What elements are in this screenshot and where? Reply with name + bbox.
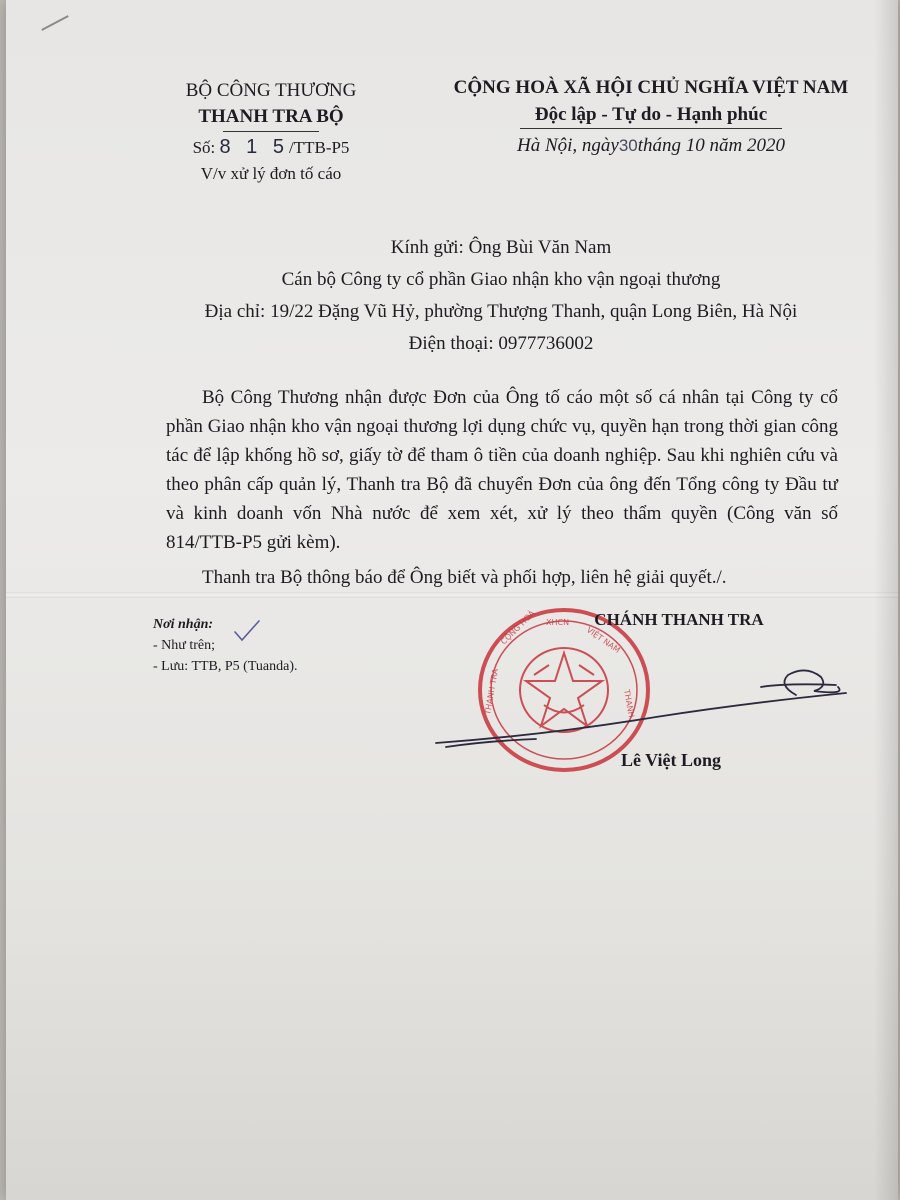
date-day-handwritten: 30 [618,136,638,155]
nation-title: CỘNG HOÀ XÃ HỘI CHỦ NGHĨA VIỆT NAM [453,77,849,98]
date-prefix: Hà Nội, ngày [516,135,619,156]
page-edge-shadow [874,0,898,1200]
paper-fold [6,592,898,598]
svg-text:CỘNG HOÀ: CỘNG HOÀ [499,608,537,647]
pen-mark [41,15,68,31]
doc-number-prefix: Số: [192,138,216,157]
distribution-item-2: - Lưu: TTB, P5 (Tuanda). [153,659,298,674]
svg-text:XHCN: XHCN [546,618,570,627]
distribution-title: Nơi nhận: [153,617,214,632]
doc-number-handwritten: 8 1 5 [219,136,289,158]
recipient-name: Kính gửi: Ông Bùi Văn Nam [390,237,612,258]
distribution-item-1: - Như trên; [153,638,216,653]
signatory-title: CHÁNH THANH TRA [594,610,764,629]
document-page [6,0,898,1200]
handwritten-signature-icon [426,655,866,755]
document-subject: V/v xử lý đơn tố cáo [200,164,342,183]
signatory-name: Lê Việt Long [620,750,721,770]
inspectorate-name: THANH TRA BỘ [198,106,344,127]
recipient-position: Cán bộ Công ty cổ phần Giao nhận kho vận ngoại thương [281,269,721,290]
recipient-address: Địa chỉ: 19/22 Đặng Vũ Hỷ, phường Thượng Thanh, quận Long Biên, Hà Nội [204,301,798,322]
ministry-name: BỘ CÔNG THƯƠNG [185,80,357,101]
recipient-block [156,232,846,360]
letter-body [166,383,838,592]
document-number [146,134,396,161]
national-header [406,74,896,157]
body-paragraph-1: Bộ Công Thương nhận được Đơn của Ông tố cáo một số cá nhân tại Công ty cổ phần Giao nhận kho vận ngoại thương lợi dụng chức vụ, quyền hạn trong thời gian công tác để lập khống hồ sơ, giấy tờ để tham ô tiền của doanh nghiệp. Sau khi nghiên cứu và theo phân cấp quản lý, Thanh tra Bộ đã chuyển Đơn của ông đến Tổng công ty Đầu tư và kinh doanh vốn Nhà nước để xem xét, xử lý theo thẩm quyền (Công văn số 814/TTB-P5 gửi kèm). [166,387,838,553]
body-paragraph-2: Thanh tra Bộ thông báo để Ông biết và phối hợp, liên hệ giải quyết./. [202,567,727,588]
inspectorate-underline [223,131,319,132]
motto-underline [520,128,782,129]
national-motto: Độc lập - Tự do - Hạnh phúc [534,104,768,125]
issue-date [406,135,896,157]
checkmark-icon [232,618,262,644]
recipient-phone: Điện thoại: 0977736002 [408,333,594,354]
doc-number-suffix: /TTB-P5 [288,138,350,157]
svg-text:THANH: THANH [622,688,636,719]
svg-text:THANH TRA: THANH TRA [483,667,501,716]
distribution-list [153,614,297,677]
issuer-header [146,78,396,187]
date-suffix: tháng 10 năm 2020 [637,135,786,156]
svg-text:VIỆT NAM: VIỆT NAM [584,625,622,655]
